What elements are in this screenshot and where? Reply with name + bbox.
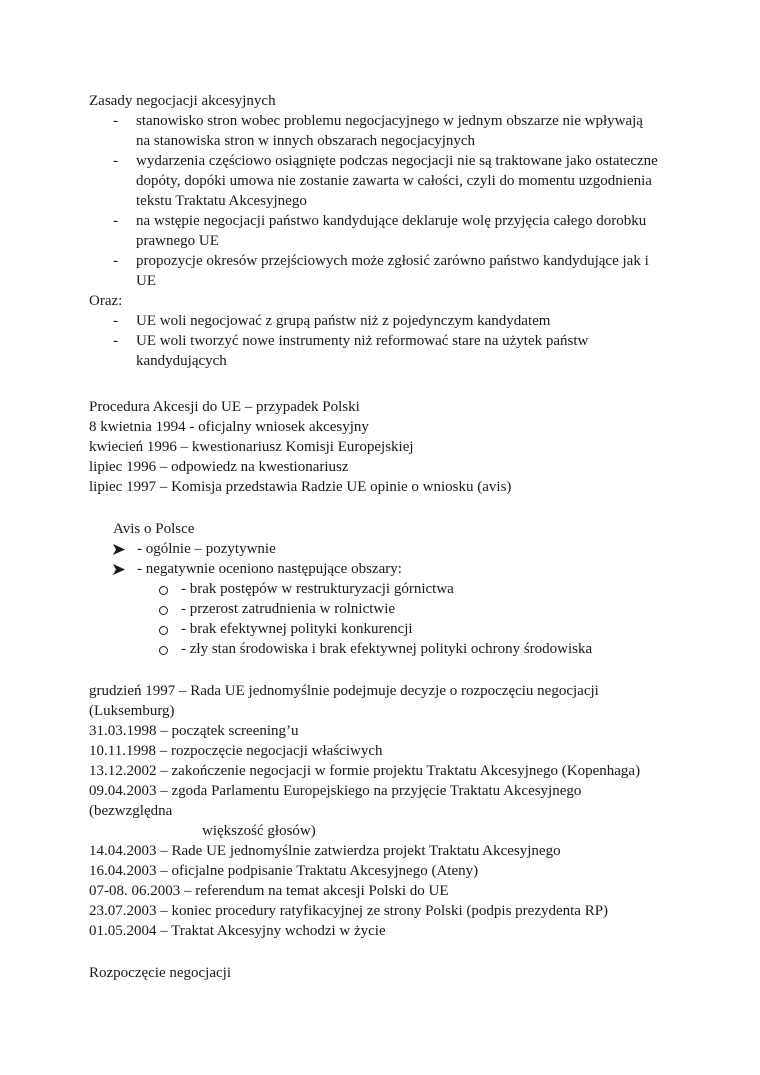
list-item-line: na wstępie negocjacji państwo kandydujące deklaruje wolę przyjęcia całego dorobku xyxy=(136,213,647,229)
list-item xyxy=(89,151,679,211)
timeline-line: kwiecień 1996 – kwestionariusz Komisji Europejskiej xyxy=(89,439,414,455)
rules-list xyxy=(89,111,679,291)
arrow-bullet-icon xyxy=(113,544,125,555)
arrow-bullet-icon xyxy=(113,564,125,575)
timeline-line: 10.11.1998 – rozpoczęcie negocjacji właściwych xyxy=(89,743,383,759)
timeline-line: grudzień 1997 – Rada UE jednomyślnie podejmuje decyzje o rozpoczęciu negocjacji xyxy=(89,683,599,699)
dash-bullet: - xyxy=(113,113,118,129)
section-accession-procedure xyxy=(89,397,679,497)
list-item xyxy=(89,331,679,371)
section-title: Rozpoczęcie negocjacji xyxy=(89,965,232,981)
circle-list-item xyxy=(113,619,673,639)
section-avis xyxy=(113,519,673,659)
section-negotiation-start xyxy=(89,963,679,983)
arrow-list-item xyxy=(113,559,673,579)
circle-bullet-icon xyxy=(159,646,168,655)
list-item xyxy=(89,251,679,291)
timeline-line: 13.12.2002 – zakończenie negocjacji w formie projektu Traktatu Akcesyjnego (Kopenhaga) xyxy=(89,763,641,779)
circle-bullet-icon xyxy=(159,626,168,635)
dash-bullet: - xyxy=(113,153,118,169)
dash-bullet: - xyxy=(113,213,118,229)
timeline-line: 14.04.2003 – Rade UE jednomyślnie zatwierdza projekt Traktatu Akcesyjnego xyxy=(89,843,561,859)
timeline-line: większość głosów) xyxy=(202,823,316,839)
arrow-list-item xyxy=(113,539,673,559)
timeline-line: 01.05.2004 – Traktat Akcesyjny wchodzi w życie xyxy=(89,923,386,939)
circle-bullet-icon xyxy=(159,606,168,615)
arrow-item-text: - ogólnie – pozytywnie xyxy=(137,541,276,557)
circle-list-item xyxy=(113,599,673,619)
circle-item-text: - brak postępów w restrukturyzacji górnictwa xyxy=(181,581,454,597)
timeline-line: 16.04.2003 – oficjalne podpisanie Traktatu Akcesyjnego (Ateny) xyxy=(89,863,479,879)
timeline-line: (bezwzględna xyxy=(89,803,173,819)
timeline-line: 23.07.2003 – koniec procedury ratyfikacyjnej ze strony Polski (podpis prezydenta RP) xyxy=(89,903,609,919)
oraz-list xyxy=(89,311,679,371)
timeline-line: 07-08. 06.2003 – referendum na temat akcesji Polski do UE xyxy=(89,883,449,899)
list-item xyxy=(89,211,679,251)
list-item-line: dopóty, dopóki umowa nie zostanie zawarta w całości, czyli do momentu uzgodnienia xyxy=(136,173,652,189)
section-title: Zasady negocjacji akcesyjnych xyxy=(89,93,276,109)
timeline-line: lipiec 1997 – Komisja przedstawia Radzie UE opinie o wniosku (avis) xyxy=(89,479,512,495)
list-item-line: na stanowiska stron w innych obszarach negocjacyjnych xyxy=(136,133,476,149)
list-item-line: stanowisko stron wobec problemu negocjacyjnego w jednym obszarze nie wpływają xyxy=(136,113,643,129)
timeline-line: (Luksemburg) xyxy=(89,703,175,719)
circle-item-text: - brak efektywnej polityki konkurencji xyxy=(181,621,413,637)
timeline-line: 09.04.2003 – zgoda Parlamentu Europejskiego na przyjęcie Traktatu Akcesyjnego xyxy=(89,783,582,799)
list-item-line: tekstu Traktatu Akcesyjnego xyxy=(136,193,307,209)
timeline-line: 31.03.1998 – początek screening’u xyxy=(89,723,299,739)
circle-list-item xyxy=(113,579,673,599)
list-item-line: UE woli tworzyć nowe instrumenty niż reformować stare na użytek państw xyxy=(136,333,589,349)
avis-title: Avis o Polsce xyxy=(113,521,195,537)
oraz-label: Oraz: xyxy=(89,293,123,309)
dash-bullet: - xyxy=(113,313,118,329)
section-accession-rules xyxy=(89,91,679,371)
dash-bullet: - xyxy=(113,333,118,349)
list-item xyxy=(89,311,679,331)
circle-item-text: - zły stan środowiska i brak efektywnej polityki ochrony środowiska xyxy=(181,641,593,657)
section-timeline xyxy=(89,681,679,941)
list-item-line: propozycje okresów przejściowych może zgłosić zarówno państwo kandydujące jak i xyxy=(136,253,649,269)
timeline-line: 8 kwietnia 1994 - oficjalny wniosek akcesyjny xyxy=(89,419,369,435)
circle-list-item xyxy=(113,639,673,659)
list-item-line: UE woli negocjować z grupą państw niż z pojedynczym kandydatem xyxy=(136,313,551,329)
timeline-line: lipiec 1996 – odpowiedz na kwestionariusz xyxy=(89,459,349,475)
circle-item-text: - przerost zatrudnienia w rolnictwie xyxy=(181,601,396,617)
circle-bullet-icon xyxy=(159,586,168,595)
list-item-line: wydarzenia częściowo osiągnięte podczas negocjacji nie są traktowane jako ostateczne xyxy=(136,153,658,169)
list-item-line: UE xyxy=(136,273,156,289)
list-item xyxy=(89,111,679,151)
list-item-line: prawnego UE xyxy=(136,233,219,249)
section-title: Procedura Akcesji do UE – przypadek Polski xyxy=(89,399,360,415)
list-item-line: kandydujących xyxy=(136,353,227,369)
dash-bullet: - xyxy=(113,253,118,269)
arrow-item-text: - negatywnie oceniono następujące obszary: xyxy=(137,561,402,577)
